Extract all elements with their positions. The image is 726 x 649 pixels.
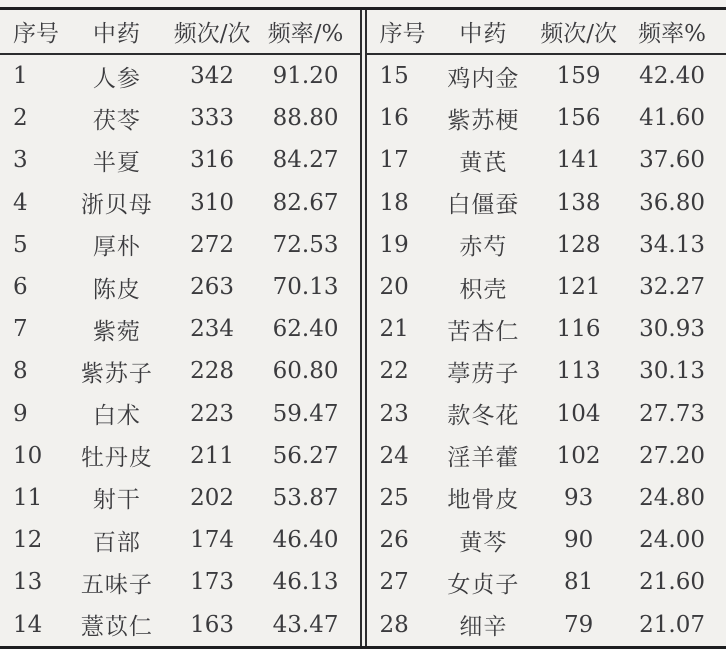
row-serial-number: 21 — [367, 308, 428, 350]
row-herb-name: 紫菀 — [61, 308, 172, 350]
row-frequency-count: 333 — [173, 97, 252, 139]
row-serial-number: 26 — [367, 519, 428, 561]
header-row — [0, 10, 360, 54]
row-serial-number: 22 — [367, 350, 428, 392]
row-frequency-count: 316 — [173, 139, 252, 181]
row-frequency-rate: 42.40 — [618, 54, 726, 97]
row-frequency-rate: 21.07 — [618, 603, 726, 645]
table-row — [367, 435, 726, 477]
table-left-header — [0, 10, 360, 54]
table-row — [0, 182, 360, 224]
row-frequency-count: 141 — [539, 139, 618, 181]
row-frequency-rate: 72.53 — [252, 224, 360, 266]
row-frequency-count: 174 — [173, 519, 252, 561]
table-left-half — [0, 10, 362, 646]
header-frequency-count: 频次/次 — [173, 10, 252, 54]
table-row — [367, 308, 726, 350]
row-frequency-rate: 46.40 — [252, 519, 360, 561]
table-row — [0, 266, 360, 308]
table-row — [0, 603, 360, 645]
row-frequency-count: 223 — [173, 393, 252, 435]
row-frequency-count: 263 — [173, 266, 252, 308]
row-frequency-count: 121 — [539, 266, 618, 308]
table-row — [367, 54, 726, 97]
row-serial-number: 15 — [367, 54, 428, 97]
row-herb-name: 厚朴 — [61, 224, 172, 266]
row-frequency-count: 104 — [539, 393, 618, 435]
table-row — [367, 224, 726, 266]
row-frequency-rate: 27.20 — [618, 435, 726, 477]
row-serial-number: 16 — [367, 97, 428, 139]
row-serial-number: 2 — [0, 97, 61, 139]
herb-frequency-table — [0, 7, 726, 649]
row-herb-name: 女贞子 — [428, 561, 539, 603]
row-frequency-count: 79 — [539, 603, 618, 645]
row-frequency-rate: 88.80 — [252, 97, 360, 139]
table-row — [0, 139, 360, 181]
table-row — [0, 97, 360, 139]
row-herb-name: 苦杏仁 — [428, 308, 539, 350]
row-herb-name: 白术 — [61, 393, 172, 435]
row-herb-name: 黄芩 — [428, 519, 539, 561]
header-herb-name: 中药 — [428, 10, 539, 54]
row-frequency-rate: 70.13 — [252, 266, 360, 308]
row-frequency-rate: 41.60 — [618, 97, 726, 139]
row-herb-name: 赤芍 — [428, 224, 539, 266]
row-frequency-rate: 30.13 — [618, 350, 726, 392]
table-row — [367, 603, 726, 645]
table-right — [367, 10, 726, 646]
row-frequency-rate: 43.47 — [252, 603, 360, 645]
row-frequency-count: 159 — [539, 54, 618, 97]
row-serial-number: 27 — [367, 561, 428, 603]
row-frequency-count: 128 — [539, 224, 618, 266]
row-frequency-count: 173 — [173, 561, 252, 603]
row-serial-number: 4 — [0, 182, 61, 224]
row-serial-number: 25 — [367, 477, 428, 519]
row-serial-number: 28 — [367, 603, 428, 645]
table-row — [0, 54, 360, 97]
row-frequency-rate: 21.60 — [618, 561, 726, 603]
table-left — [0, 10, 360, 646]
row-herb-name: 白僵蚕 — [428, 182, 539, 224]
row-frequency-rate: 53.87 — [252, 477, 360, 519]
table-row — [0, 393, 360, 435]
table-row — [0, 224, 360, 266]
row-herb-name: 五味子 — [61, 561, 172, 603]
row-herb-name: 枳壳 — [428, 266, 539, 308]
table-row — [0, 350, 360, 392]
row-serial-number: 5 — [0, 224, 61, 266]
row-serial-number: 1 — [0, 54, 61, 97]
row-serial-number: 17 — [367, 139, 428, 181]
row-frequency-count: 211 — [173, 435, 252, 477]
row-serial-number: 8 — [0, 350, 61, 392]
row-herb-name: 牡丹皮 — [61, 435, 172, 477]
table-row — [367, 561, 726, 603]
row-herb-name: 薏苡仁 — [61, 603, 172, 645]
row-frequency-rate: 34.13 — [618, 224, 726, 266]
table-row — [367, 266, 726, 308]
row-herb-name: 人参 — [61, 54, 172, 97]
table-row — [367, 350, 726, 392]
row-herb-name: 地骨皮 — [428, 477, 539, 519]
table-row — [0, 561, 360, 603]
row-frequency-count: 163 — [173, 603, 252, 645]
row-serial-number: 3 — [0, 139, 61, 181]
header-frequency-rate: 频率/% — [252, 10, 360, 54]
row-herb-name: 淫羊藿 — [428, 435, 539, 477]
row-serial-number: 14 — [0, 603, 61, 645]
row-frequency-rate: 84.27 — [252, 139, 360, 181]
row-frequency-count: 102 — [539, 435, 618, 477]
row-frequency-rate: 91.20 — [252, 54, 360, 97]
row-frequency-count: 310 — [173, 182, 252, 224]
table-right-header — [367, 10, 726, 54]
row-frequency-count: 234 — [173, 308, 252, 350]
row-frequency-count: 116 — [539, 308, 618, 350]
row-frequency-rate: 24.00 — [618, 519, 726, 561]
row-serial-number: 13 — [0, 561, 61, 603]
row-serial-number: 19 — [367, 224, 428, 266]
row-frequency-rate: 27.73 — [618, 393, 726, 435]
header-row — [367, 10, 726, 54]
table-row — [367, 519, 726, 561]
header-serial-number: 序号 — [367, 10, 428, 54]
row-frequency-count: 93 — [539, 477, 618, 519]
row-herb-name: 紫苏子 — [61, 350, 172, 392]
table-body-right — [367, 54, 726, 646]
row-herb-name: 半夏 — [61, 139, 172, 181]
table-row — [367, 393, 726, 435]
row-frequency-count: 138 — [539, 182, 618, 224]
row-frequency-rate: 60.80 — [252, 350, 360, 392]
row-herb-name: 鸡内金 — [428, 54, 539, 97]
row-serial-number: 10 — [0, 435, 61, 477]
row-herb-name: 浙贝母 — [61, 182, 172, 224]
row-frequency-rate: 46.13 — [252, 561, 360, 603]
table-row — [0, 519, 360, 561]
row-serial-number: 9 — [0, 393, 61, 435]
row-herb-name: 射干 — [61, 477, 172, 519]
table-row — [367, 97, 726, 139]
row-frequency-count: 272 — [173, 224, 252, 266]
table-row — [367, 139, 726, 181]
table-row — [367, 182, 726, 224]
header-serial-number: 序号 — [0, 10, 61, 54]
row-frequency-count: 228 — [173, 350, 252, 392]
row-herb-name: 细辛 — [428, 603, 539, 645]
row-herb-name: 黄芪 — [428, 139, 539, 181]
header-frequency-count: 频次/次 — [539, 10, 618, 54]
row-frequency-rate: 62.40 — [252, 308, 360, 350]
row-serial-number: 7 — [0, 308, 61, 350]
row-serial-number: 20 — [367, 266, 428, 308]
row-frequency-rate: 36.80 — [618, 182, 726, 224]
row-frequency-rate: 82.67 — [252, 182, 360, 224]
row-frequency-rate: 37.60 — [618, 139, 726, 181]
row-herb-name: 茯苓 — [61, 97, 172, 139]
row-serial-number: 6 — [0, 266, 61, 308]
row-frequency-count: 202 — [173, 477, 252, 519]
row-frequency-rate: 59.47 — [252, 393, 360, 435]
row-herb-name: 款冬花 — [428, 393, 539, 435]
row-serial-number: 12 — [0, 519, 61, 561]
table-row — [0, 477, 360, 519]
row-herb-name: 葶苈子 — [428, 350, 539, 392]
row-frequency-count: 90 — [539, 519, 618, 561]
table-right-half — [365, 10, 726, 646]
row-frequency-rate: 30.93 — [618, 308, 726, 350]
row-herb-name: 陈皮 — [61, 266, 172, 308]
row-serial-number: 24 — [367, 435, 428, 477]
row-frequency-count: 156 — [539, 97, 618, 139]
table-body-left — [0, 54, 360, 646]
row-serial-number: 11 — [0, 477, 61, 519]
row-frequency-count: 81 — [539, 561, 618, 603]
row-frequency-rate: 24.80 — [618, 477, 726, 519]
row-frequency-count: 342 — [173, 54, 252, 97]
row-frequency-count: 113 — [539, 350, 618, 392]
row-frequency-rate: 32.27 — [618, 266, 726, 308]
row-herb-name: 紫苏梗 — [428, 97, 539, 139]
table-row — [367, 477, 726, 519]
header-herb-name: 中药 — [61, 10, 172, 54]
row-serial-number: 23 — [367, 393, 428, 435]
row-herb-name: 百部 — [61, 519, 172, 561]
table-row — [0, 435, 360, 477]
table-row — [0, 308, 360, 350]
row-serial-number: 18 — [367, 182, 428, 224]
header-frequency-rate: 频率% — [618, 10, 726, 54]
row-frequency-rate: 56.27 — [252, 435, 360, 477]
